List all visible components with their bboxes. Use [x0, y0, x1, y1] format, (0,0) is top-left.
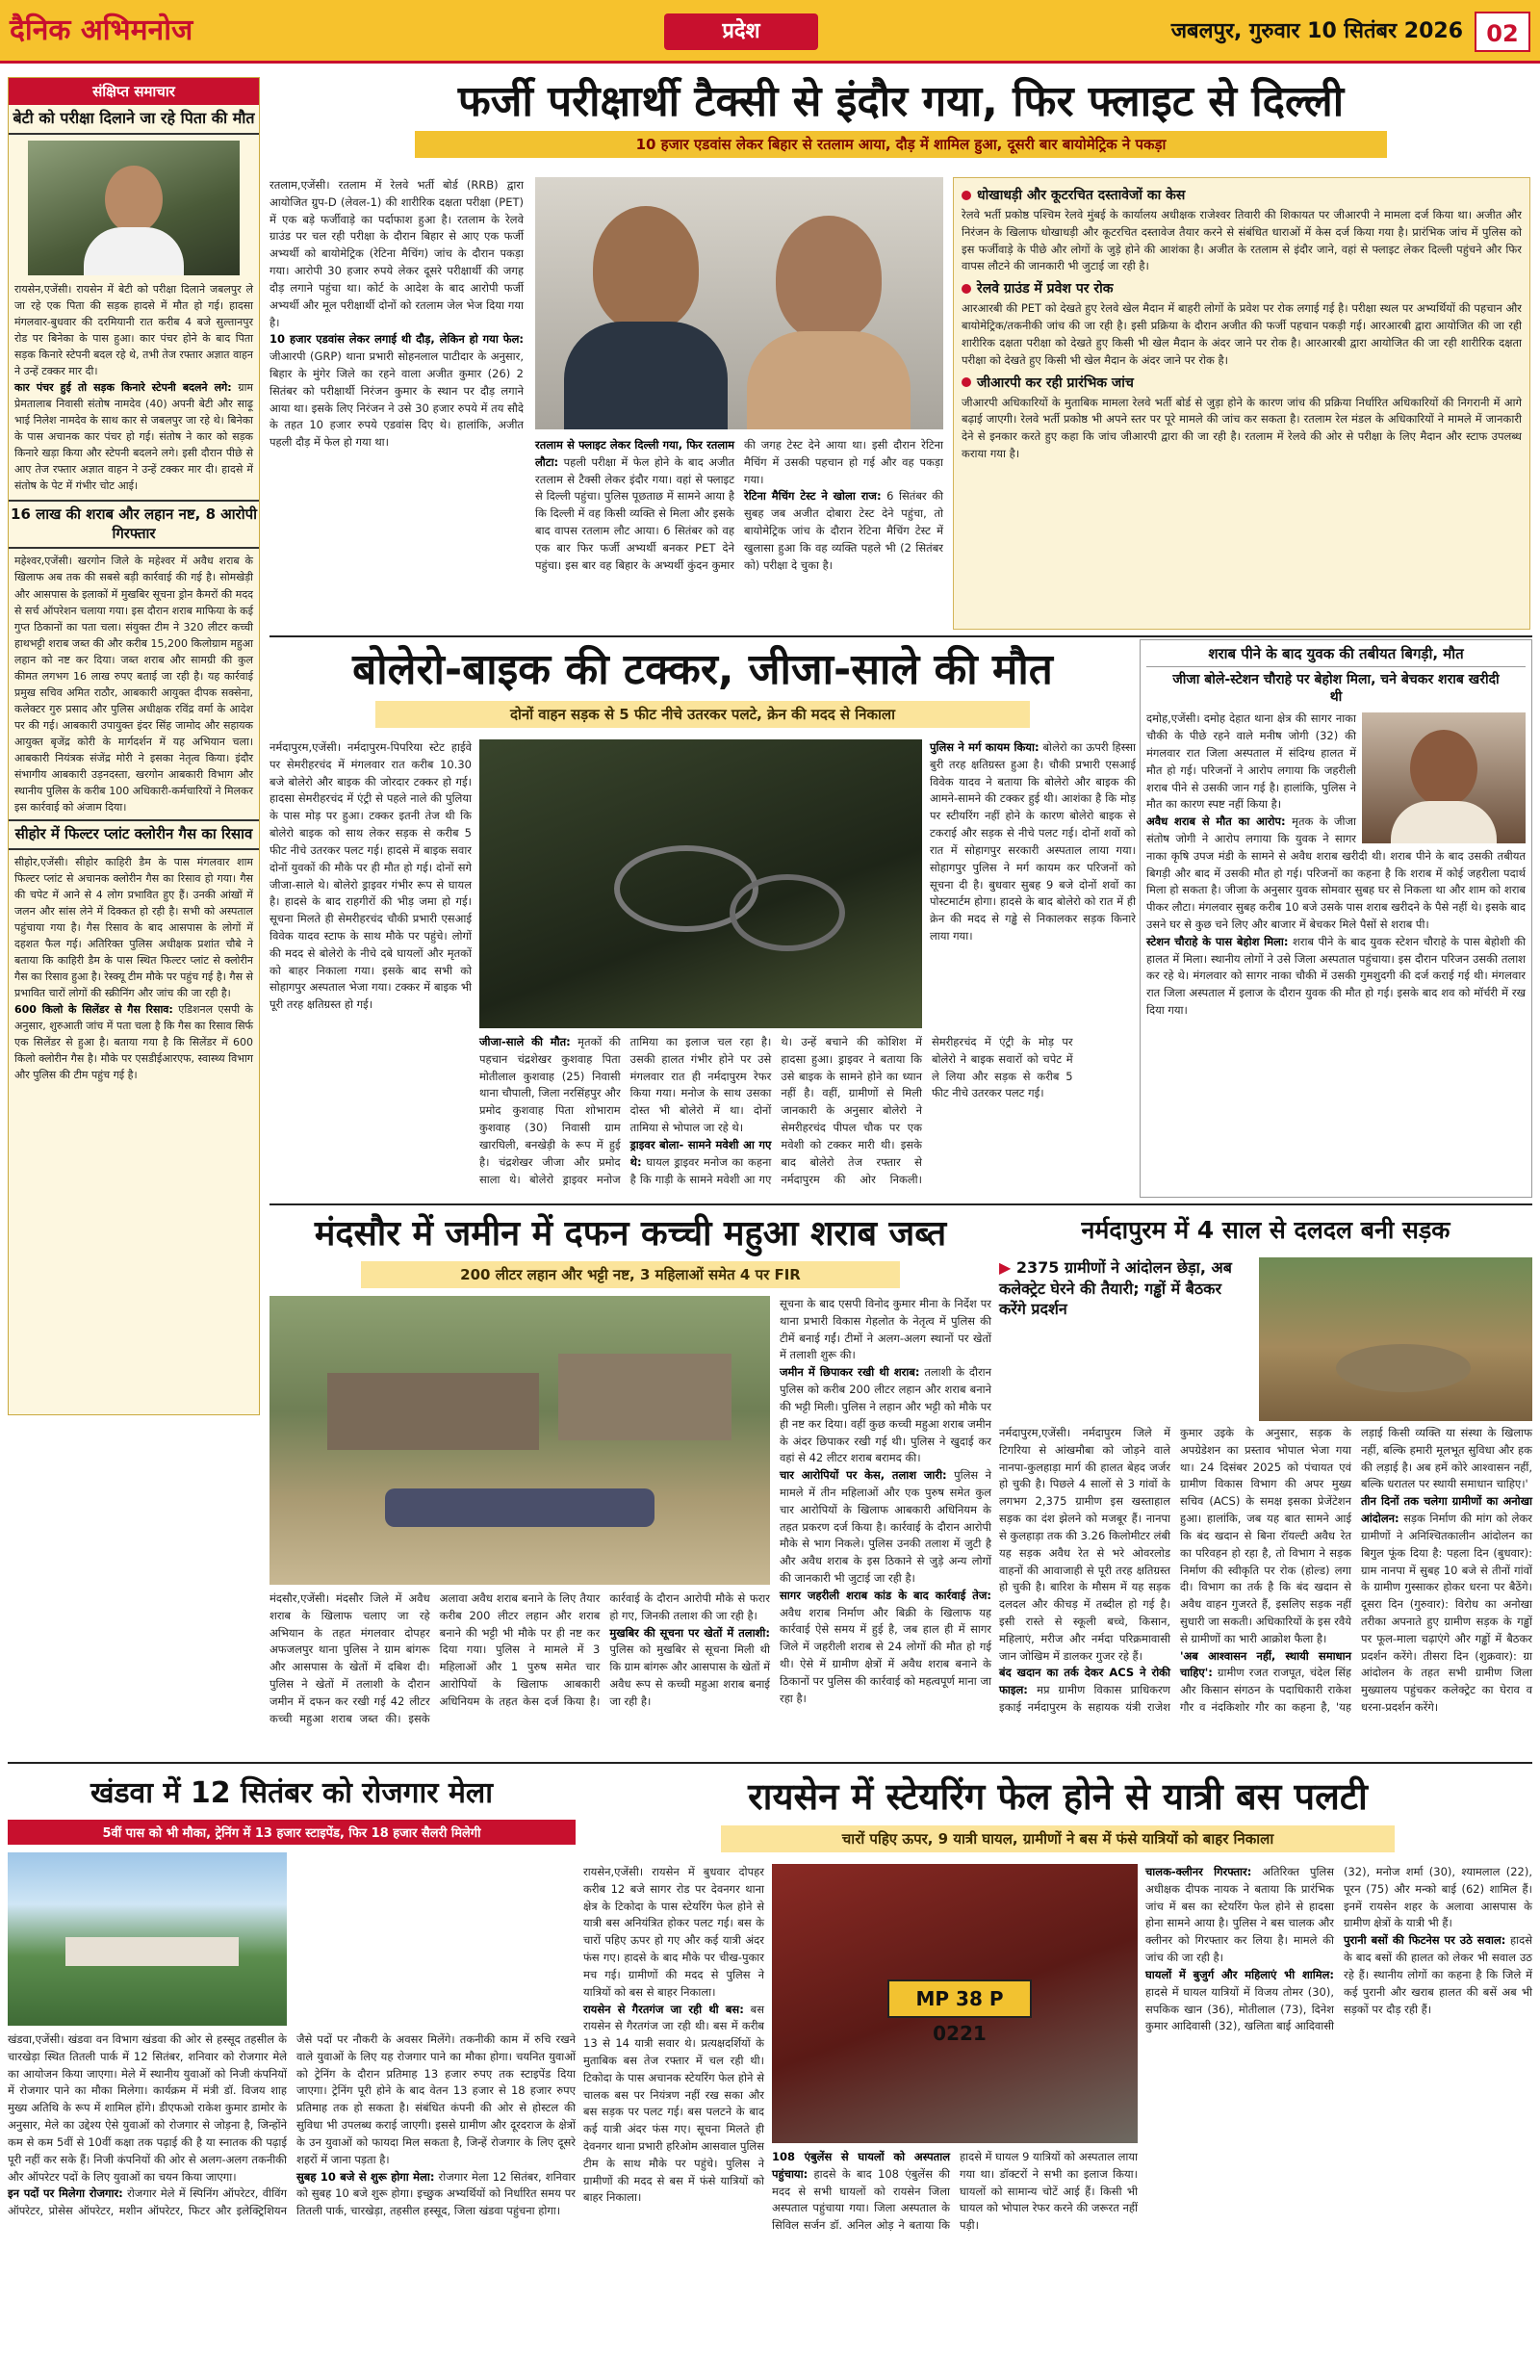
article-khandwa-job-fair: [8, 1768, 576, 2374]
liquor-death-subhead-1: अवैध शराब से मौत का आरोप:: [1146, 815, 1286, 829]
divider: [8, 1762, 1532, 1764]
exam-fraud-col-2: रतलाम से फ्लाइट लेकर दिल्ली गया, फिर रतलाम लौटा: पहली परीक्षा में फेल होने के बाद अजीत रतलाम से टैक्सी लेकर इंदौर गया। वहां से फ्लाइट से दिल्ली पहुंचा। पुलिस पूछताछ में सामने आया है कि दिल्ली में वह किसी व्यक्ति से मिला और इसके बाद वापस रतलाम लौट आया। 6 सितंबर को वह एक बार फिर फर्जी अभ्यर्थी बनकर PET देने पहुंचा। इस बार वह बिहार के अभ्यर्थी कुंदन कुमार की जगह टेस्ट देने आया था। इसी दौरान रेटिना मैचिंग में उसकी पहचान हो गई और वह पकड़ा गया। रेटिना मैचिंग टेस्ट ने खोला राज: 6 सितंबर की सुबह जब अजीत दोबारा टेस्ट देने पहुंचा, तो बायोमेट्रिक जांच के दौरान रेटिना मैचिंग टेस्ट में खुलासा हुआ कि वह व्यक्ति पहले भी (2 सितंबर को) परीक्षा दे चुका है।: [535, 438, 944, 572]
brief-3-body: सीहोर,एजेंसी। सीहोर काहिरी डैम के पास मंगलवार शाम फिल्टर प्लांट से अचानक क्लोरीन गैस का रिसाव हो गया। गैस की चपेट में आने से 4 लोग प्रभावित हुए हैं। उनकी आंखों में जलन और सांस लेने में दिक्कत हो रही है। सभी को अस्पताल पहुंचाया गया है। गैस रिसाव के बाद आसपास के लोगों में दहशत फैल गई। अतिरिक्त पुलिस अधीक्षक प्रशांत चौबे ने बताया कि काहिरी डैम के पास स्थित फिल्टर प्लांट से क्लोरीन गैस का रिसाव हुआ है। रेस्क्यू टीम मौके पर पहुंच गई है। गैस से प्रभावित चारों लोगों की स्क्रीनिंग और जांच की जा रही है।: [14, 855, 253, 1000]
mandsaur-col-right: सूचना के बाद एसपी विनोद कुमार मीना के निर्देश पर थाना प्रभारी विकास गेहलोत के नेतृत्व में पुलिस की टीमें बनाई गईं। टीमों ने अलग-अलग स्थानों पर खेतों में तलाशी शुरू की। जमीन में छिपाकर रखी थी शराब: तलाशी के दौरान पुलिस को करीब 200 लीटर लहान और शराब बनाने की भट्टी मिली। पुलिस ने लहान और भट्टी को मौके पर ही नष्ट कर दिया। वहीं कुछ कच्ची महुआ शराब जमीन के अंदर छिपाकर रखी गई थी। पुलिस ने खुदाई कर वहां से 42 लीटर शराब बरामद की। चार आरोपियों पर केस, तलाश जारी: पुलिस ने मामले में तीन महिलाओं और एक पुरुष समेत कुल चार आरोपियों के खिलाफ आबकारी अधिनियम के तहत प्रकरण दर्ज किया है। कार्रवाई के दौरान आरोपी मौके से भाग निकले। पुलिस उनकी तलाश में जुटी है और अवैध शराब के इस ठिकाने से जुड़े अन्य लोगों की जानकारी भी जुटाई जा रही है। सागर जहरीली शराब कांड के बाद कार्रवाई तेज: अवैध शराब निर्माण और बिक्री के खिलाफ यह कार्रवाई ऐसे समय में हुई है, जब हाल ही में सागर जिले में जहरीली शराब से 24 लोगों की मौत हो गई थी। ऐसे में ग्रामीण क्षेत्रों में अवैध शराब बनाने के ठिकानों पर पुलिस की कार्रवाई को महत्वपूर्ण माना जा रहा है।: [780, 1297, 992, 1705]
article-raisen-bus: [583, 1768, 1532, 2374]
exam-fraud-col-1: रतलाम,एजेंसी। रतलाम में रेलवे भर्ती बोर्ड (RRB) द्वारा आयोजित ग्रुप-D (लेवल-1) की शारीरिक दक्षता परीक्षा (PET) में एक बड़े फर्जीवाड़े का पर्दाफाश हुआ है। रतलाम के रेलवे ग्राउंड पर चल रही परीक्षा के दौरान बिहार से आए एक फर्जी अभ्यर्थी को बायोमेट्रिक (रेटिना मैचिंग) जांच के दौरान पकड़ा गया। आरोपी 30 हजार रुपये लेकर दूसरे परीक्षार्थी की जगह दौड़ लगाने पहुंचा था। कोर्ट के आदेश के बाद आरोपी फर्जी अभ्यर्थी और मूल परीक्षार्थी दोनों को रतलाम जेल भेज दिया गया है। 10 हजार एडवांस लेकर लगाई थी दौड़, लेकिन हो गया फेल: जीआरपी (GRP) थाना प्रभारी सोहनलाल पाटीदार के अनुसार, बिहार के मुंगेर जिले का रहने वाला अजीत कुमार (26) 2 सितंबर को परीक्षार्थी निरंजन कुमार के स्थान पर दौड़ लगाने आया था। इसके लिए निरंजन ने उसे 30 हजार रुपये में तय सौदे के तहत 10 हजार रुपये एडवांस दिए थे। हालांकि, अजीत पहली दौड़ में फेल हो गया था।: [270, 178, 524, 450]
bolero-col-1: नर्मदापुरम,एजेंसी। नर्मदापुरम-पिपरिया स्टेट हाईवे पर सेमरीहरचंद में मंगलवार रात करीब 10.30 बजे बोलेरो और बाइक की जोरदार टक्कर हो गई। हादसा सेमरीहरचंद में एंट्री से पहले नाले की पुलिया के पास मोड़ पर हुआ। टक्कर इतनी तेज थी कि बोलेरो बाइक को साथ लेकर सड़क से करीब 5 फीट नीचे उतरकर पलट गई। हादसे में बाइक सवार दोनों युवकों की मौके पर ही मौत हो गई। दोनों सगे जीजा-साले थे। बोलेरो ड्राइवर गंभीर रूप से घायल है। हादसे के बाद राहगीरों की भीड़ जमा हो गई। सूचना मिलते ही सेमरीहरचंद चौकी प्रभारी एसआई विवेक यादव स्टाफ के साथ मौके पर पहुंचे। लोगों की मदद से बोलेरो के नीचे दबे घायलों और मृतकों को बाहर निकाला गया। इसके बाद सभी को सोहागपुर अस्पताल भेजा गया। टक्कर में बाइक भी पूरी तरह क्षतिग्रस्त हो गई।: [270, 740, 472, 1012]
box-body-2: आरआरबी की PET को देखते हुए रेलवे खेल मैदान में बाहरी लोगों के प्रवेश पर रोक लगाई गई है। परीक्षा स्थल पर अभ्यर्थियों की पहचान और बायोमेट्रिक/तकनीकी जांच की जा रही है। इसी प्रक्रिया के दौरान अजीत की फर्जी पहचान पकड़ी गई। आरआरबी द्वारा आयोजित की जा रही शारीरिक दक्षता परीक्षा को देखते हुए किसी भी खेल मैदान के अंदर जाने पर रोक है। आरआरबी द्वारा आयोजित की जा रही शारीरिक दक्षता परीक्षा को देखते हुए किसी भी खेल मैदान के अंदर जाने पर रोक है।: [962, 301, 1522, 367]
box-heading-2: रेलवे ग्राउंड में प्रवेश पर रोक: [977, 281, 1114, 298]
brief-3-headline: सीहोर में फिल्टर प्लांट क्लोरीन गैस का रिसाव: [9, 819, 259, 850]
mandsaur-col-low: मंदसौर,एजेंसी। मंदसौर जिले में अवैध शराब के खिलाफ चलाए जा रहे अभियान के तहत मंगलवार दोपहर अफजलपुर थाना पुलिस ने ग्राम बांगरू और आसपास के खेतों में दबिश दी। पुलिस ने खेतों में तलाशी के दौरान जमीन में दफन कर रखी गई 42 लीटर कच्ची महुआ शराब जब्त की। इसके अलावा अवैध शराब बनाने के लिए तैयार करीब 200 लीटर लहान और शराब बनाने की भट्टी भी मौके पर ही नष्ट कर दिया गया। पुलिस ने मामले में 3 महिलाओं और 1 पुरुष समेत चार आरोपियों के खिलाफ आबकारी अधिनियम के तहत केस दर्ज किया है। कार्रवाई के दौरान आरोपी मौके से फरार हो गए, जिनकी तलाश की जा रही है। मुखबिर की सूचना पर खेतों में तलाशी: पुलिस को मुखबिर से सूचना मिली थी कि ग्राम बांगरू और आसपास के खेतों में अवैध रूप से कच्ची महुआ शराब बनाई जा रही है।: [270, 1591, 770, 1725]
bus-subhead: चारों पहिए ऊपर, 9 यात्री घायल, ग्रामीणों ने बस में फंसे यात्रियों को बाहर निकाला: [721, 1825, 1395, 1852]
brief-1-body: रायसेन,एजेंसी। रायसेन में बेटी को परीक्षा दिलाने जबलपुर ले जा रहे एक पिता की सड़क हादसे में मौत हो गई। हादसा मंगलवार-बुधवार की दरमियानी रात करीब 4 बजे सुल्तानपुर रोड पर बिनेका के पास हुआ। कार पंचर होने के बाद पिता सड़क किनारे स्टेपनी बदल रहे थे, तभी तेज रफ्तार अज्ञात वाहन ने उन्हें टक्कर मार दी।: [14, 282, 253, 378]
bullet-icon: [962, 284, 971, 294]
job-fair-photo: [8, 1852, 287, 2026]
bus-photo: [772, 1864, 1138, 2143]
brief-1-subhead: कार पंचर हुई तो सड़क किनारे स्टेपनी बदलने लगे:: [14, 381, 232, 395]
masthead: [0, 0, 1540, 64]
bolero-col-3: पुलिस ने मर्ग कायम किया: बोलेरो का ऊपरी हिस्सा बुरी तरह क्षतिग्रस्त हुआ है। चौकी प्रभारी एसआई विवेक यादव ने बताया कि बोलेरो और बाइक की आमने-सामने की टक्कर हुई थी। आशंका है कि मोड़ पर स्टीयरिंग नहीं होने के कारण बोलेरो बाइक से टकराई और सड़क से नीचे पलट गई। दोनों शवों को रात में सोहागपुर सरकारी अस्पताल लाया गया। सोहागपुर पुलिस ने मर्ग कायम कर परिजनों को सूचना दी है। बुधवार सुबह 9 बजे दोनों शवों का पोस्टमार्टम होगा। हादसे के बाद बोलेरो को रात में ही क्रेन की मदद से गड्ढे से निकालकर सड़क किनारे लाया गया।: [930, 740, 1136, 943]
bus-number-plate: MP 38 P 0221: [887, 1979, 1032, 2018]
logo: दैनिक अभिमनोज: [10, 13, 193, 47]
section-label: प्रदेश: [664, 13, 818, 50]
bus-col-1: रायसेन,एजेंसी। रायसेन में बुधवार दोपहर करीब 12 बजे सागर रोड पर देवनगर थाना क्षेत्र के टिकोदा के पास स्टेयरिंग फेल होने से यात्री बस अनियंत्रित होकर पलट गई। बस के चारों पहिए ऊपर हो गए और कई यात्री अंदर फंस गए। हादसे के बाद मौके पर चीख-पुकार मच गई। ग्रामीणों की मदद से पुलिस ने यात्रियों को बस से बाहर निकाला। रायसेन से गैरतगंज जा रही थी बस: बस रायसेन से गैरतगंज जा रही थी। बस में करीब 13 से 14 यात्री सवार थे। प्रत्यक्षदर्शियों के मुताबिक बस तेज रफ्तार में चल रही थी। टिकोदा के पास अचानक स्टेयरिंग फेल होने से चालक बस पर नियंत्रण नहीं रख सका और बस सड़क पर पलट गई। बस पलटने के बाद कई यात्री अंदर फंस गए। सूचना मिलते ही देवनगर थाना प्रभारी हरिओम आसवाल पुलिस टीम के साथ मौके पर पहुंचे। पुलिस ने ग्रामीणों की मदद से बस में फंसे यात्रियों को बाहर निकाला।: [583, 1865, 764, 2205]
arrow-icon: ▶: [999, 1258, 1012, 1277]
divider: [270, 1203, 1532, 1205]
dateline: जबलपुर, गुरुवार 10 सितंबर 2026: [1170, 19, 1463, 43]
job-fair-headline: खंडवा में 12 सितंबर को रोजगार मेला: [90, 1776, 494, 1810]
sidebar-title: संक्षिप्त समाचार: [9, 78, 259, 105]
bolero-col-2: जीजा-साले की मौत: मृतकों की पहचान चंद्रशेखर कुशवाह पिता मोतीलाल कुशवाह (25) निवासी थाना चौपाली, जिला नरसिंहपुर और प्रमोद कुशवाह पिता शोभाराम कुशवाह (30) निवासी ग्राम खारघिली, बनखेड़ी के रूप में हुई है। चंद्रशेखर जीजा और प्रमोद साला थे। बोलेरो ड्राइवर मनोज तामिया का इलाज चल रहा है। उसकी हालत गंभीर होने पर उसे मंगलवार रात ही नर्मदापुरम रेफर किया गया। मनोज के साथ उसका दोस्त भी बोलेरो में था। दोनों तामिया से भोपाल जा रहे थे। ड्राइवर बोला- सामने मवेशी आ गए थे: घायल ड्राइवर मनोज का कहना है कि गाड़ी के सामने मवेशी आ गए थे। उन्हें बचाने की कोशिश में हादसा हुआ। ड्राइवर ने बताया कि उसे बाइक के सामने होने का ध्यान नहीं है। वहीं, ग्रामीणों से मिली जानकारी के अनुसार बोलेरो ने सेमरीहरचंद पीपल चौक पर एक मवेशी को टक्कर मारी थी। इसके बाद बोलेरो तेज रफ्तार से नर्मदापुरम की ओर निकली। सेमरीहरचंद में एंट्री के मोड़ पर बोलेरो ने बाइक सवारों को चपेट में ले लिया और सड़क से करीब 5 फीट नीचे उतरकर पलट गई।: [479, 1035, 1073, 1186]
liquor-death-headline: शराब पीने के बाद युवक की तबीयत बिगड़ी, मौत: [1146, 646, 1526, 667]
brief-1-photo: [28, 141, 240, 275]
brief-3-subhead: 600 किलो के सिलेंडर से गैस रिसाव:: [14, 1003, 173, 1017]
exam-fraud-subhead: 10 हजार एडवांस लेकर बिहार से रतलाम आया, दौड़ में शामिल हुआ, दूसरी बार बायोमेट्रिक ने पकड़ा: [415, 131, 1387, 158]
bolero-subhead: दोनों वाहन सड़क से 5 फीट नीचे उतरकर पलटे, क्रेन की मदद से निकाला: [375, 701, 1030, 728]
brief-2-body: महेश्वर,एजेंसी। खरगोन जिले के महेश्वर में अवैध शराब के खिलाफ अब तक की सबसे बड़ी कार्रवाई की गई है। सोमखेड़ी और आसपास के इलाकों में मुखबिर सूचना ड्रोन कैमरों की मदद से सर्च ऑपरेशन चलाया गया। इस दौरान शराब माफिया के कई गुप्त ठिकानों का पता चला। संयुक्त टीम ने 320 लीटर कच्ची हाथभट्टी शराब जब्त की और करीब 15,200 किलोग्राम महुआ लहान को नष्ट कर दिया। जब्त शराब और सामग्री की कुल कीमत लगभग 16 लाख रुपए बताई जा रही है। यह कार्रवाई प्रमुख सचिव अमित राठौर, आबकारी आयुक्त दीपक सक्सेना, कलेक्टर गुरु प्रसाद और पुलिस अधीक्षक रविंद्र वर्मा के आदेश पर की गई। आबकारी उपायुक्त इंदर सिंह जामोद और सहायक आयुक्त बृजेंद्र कोरी के मार्गदर्शन में यह अभियान चला। आबकारी नियंत्रक संजेंद्र मोरी ने इसका नेतृत्व किया। इंदौर संभागीय आबकारी उड़नदस्ता, खरगोन आबकारी विभाग और स्थानीय पुलिस के करीब 100 अधिकारी-कर्मचारियों ने मिलकर इस कार्रवाई को अंजाम दिया।: [14, 555, 253, 815]
bullet-icon: [962, 377, 971, 387]
box-body-1: रेलवे भर्ती प्रकोष्ठ पश्चिम रेलवे मुंबई के कार्यालय अधीक्षक राजेश्वर तिवारी की शिकायत पर जीआरपी ने मामला दर्ज किया था। अजीत और निरंजन के खिलाफ धोखाधड़ी और कूटरचित दस्तावेज तैयार करने से संबंधित धाराओं में केस दर्ज किया गया है। प्रारंभिक जांच में पुलिस को इस फर्जीवाड़े के पीछे और लोगों के जुड़े होने की आशंका है। अजीत के रतलाम से इंदौर जाने, वहां से फ्लाइट लेकर दिल्ली पहुंचने और फिर वापस लौटने की जानकारी भी जुटाई जा रही है।: [962, 208, 1522, 273]
road-photo: [1259, 1257, 1532, 1421]
liquor-death-body-2: मृतक के जीजा संतोष जोगी ने आरोप लगाया कि युवक ने सागर नाका कृषि उपज मंडी के सामने से अवैध शराब खरीदी थी। शराब पीने के बाद उसकी तबीयत बिगड़ी और बाद में उसकी मौत हो गई। परिजनों का कहना है कि शराब में कोई जहरीला पदार्थ मिला हो सकता है। जीजा के अनुसार युवक सोमवार सुबह घर से निकला था और शाम को शराब पीकर लौटा। मंगलवार सुबह करीब 10 बजे उसके पास शराब खरीदने के पैसे नहीं थे। इसके बाद उसने घर से कुछ चने लिए और बाजार में बेचकर मिले पैसों से शराब पी।: [1146, 815, 1526, 932]
brief-1-body-2: ग्राम प्रेमतालाब निवासी संतोष नामदेव (40) अपनी बेटी और साढ़ू भाई निलेश नामदेव के साथ कार से जबलपुर जा रहे थे। बिनेका के पास अचानक कार पंचर हो गई। संतोष ने कार को सड़क किनारे खड़ा किया और स्टेपनी बदलने लगे। इसी दौरान पीछे से आए तेज रफ्तार अज्ञात वाहन ने उन्हें टक्कर मार दी। हादसे में संतोष के पेट में गंभीर चोट आई।: [14, 381, 253, 493]
road-subhead: ▶ 2375 ग्रामीणों ने आंदोलन छेड़ा, अब कलेक्ट्रेट घेरने की तैयारी; गड्ढों में बैठकर करेंगे प्रदर्शन: [999, 1258, 1232, 1319]
job-fair-body: खंडवा,एजेंसी। खंडवा वन विभाग खंडवा की ओर से हस्सूद तहसील के चारखेड़ा स्थित तितली पार्क में 12 सितंबर, शनिवार को रोजगार मेले का आयोजन किया जाएगा। मेले में स्थानीय युवाओं को निजी कंपनियों में रोजगार पाने का मौका मिलेगा। कार्यक्रम में मंत्री डॉ. विजय शाह मुख्य अतिथि के रूप में शामिल होंगे। डीएफओ राकेश कुमार डामोर के अनुसार, मेले का उद्देश्य ऐसे युवाओं को रोजगार से जोड़ना है, जिन्होंने कम से कम 5वीं से 10वीं कक्षा तक पढ़ाई की है या स्नातक की पढ़ाई पूरी नहीं कर सके हैं। निजी कंपनियों की ओर से अलग-अलग तकनीकी और ऑपरेटर पदों के लिए युवाओं का चयन किया जाएगा। इन पदों पर मिलेगा रोजगार: रोजगार मेले में स्पिनिंग ऑपरेटर, वीविंग ऑपरेटर, प्रोसेस ऑपरेटर, मशीन ऑपरेटर, फिटर और इलेक्ट्रिशियन जैसे पदों पर नौकरी के अवसर मिलेंगे। तकनीकी काम में रुचि रखने वाले युवाओं के लिए यह रोजगार पाने का मौका होगा। चयनित युवाओं को ट्रेनिंग के दौरान प्रतिमाह 13 हजार रुपए तक स्टाइपेंड दिया जाएगा। ट्रेनिंग पूरी होने के बाद वेतन 13 हजार से 18 हजार रुपए प्रतिमाह तक हो सकता है। संबंधित कंपनी की ओर से होस्टल की सुविधा भी उपलब्ध कराई जाएगी। इससे ग्रामीण और दूरदराज के क्षेत्रों के उन युवाओं को फायदा मिल सकता है, जिन्हें रोजगार के लिए दूसरे शहरों में जाना पड़ता है। सुबह 10 बजे से शुरू होगा मेला: रोजगार मेला 12 सितंबर, शनिवार को सुबह 10 बजे शुरू होगा। इच्छुक अभ्यर्थियों को निर्धारित समय पर तितली पार्क, चारखेड़ा, तहसील हस्सूद, जिला खंडवा पहुंचना होगा।: [8, 2032, 577, 2218]
box-heading-3: जीआरपी कर रही प्रारंभिक जांच: [977, 375, 1134, 391]
bus-col-3: चालक-क्लीनर गिरफ्तार: अतिरिक्त पुलिस अधीक्षक दीपक नायक ने बताया कि प्रारंभिक जांच में बस का स्टेयरिंग फेल होने से हादसा होना सामने आया है। पुलिस ने बस चालक और क्लीनर को गिरफ्तार कर लिया है। मामले की जांच की जा रही है। घायलों में बुजुर्ग और महिलाएं भी शामिल: हादसे में घायल यात्रियों में विजय तोमर (30), सपकिक खान (36), मोतीलाल (73), दिनेश कुमार आदिवासी (32), खलिता बाई आदिवासी (32), मनोज शर्मा (30), श्यामलाल (22), पूरन (75) और मन्को बाई (62) शामिल हैं। इनमें रायसेन शहर के अलावा आसपास के ग्रामीण क्षेत्रों के यात्री भी हैं। पुरानी बसों की फिटनेस पर उठे सवाल: हादसे के बाद बसों की हालत को लेकर भी सवाल उठ रहे हैं। स्थानीय लोगों का कहना है कि जिले में कई पुरानी और खराब हालत की बसें अब भी सड़कों पर दौड़ रही हैं।: [1145, 1865, 1532, 2033]
liquor-death-subhead: जीजा बोले-स्टेशन चौराहे पर बेहोश मिला, चने बेचकर शराब खरीदी थी: [1172, 671, 1500, 706]
liquor-death-photo: [1362, 712, 1526, 843]
liquor-death-body: दमोह,एजेंसी। दमोह देहात थाना क्षेत्र की सागर नाका चौकी के पीछे रहने वाले मनीष जोगी (32) की मंगलवार रात जिला अस्पताल में संदिग्ध हालत में मौत हो गई। परिजनों ने आरोप लगाया कि जहरीली शराब पीने से उसकी जान गई है। हालांकि, पुलिस ने मौत का कारण स्पष्ट नहीं किया है।: [1146, 711, 1356, 812]
news-brief-sidebar: [8, 77, 260, 1415]
mandsaur-photo: [270, 1296, 770, 1585]
divider: [270, 635, 1532, 637]
liquor-death-body-3: शराब पीने के बाद युवक स्टेशन चौराहे के पास बेहोशी की हालत में मिला। स्थानीय लोगों ने उसे जिला अस्पताल पहुंचाया। इस दौरान परिजन उसकी तलाश कर रहे थे। मंगलवार को सागर नाका चौकी में उसकी गुमशुदगी की दर्ज कराई गई थी। मंगलवार रात जिला अस्पताल में इलाज के दौरान युवक की मौत हो गई। इसके बाद शव को मॉर्चरी में रख दिया गया।: [1146, 934, 1526, 1018]
article-exam-fraud: [270, 73, 1532, 632]
bullet-icon: [962, 191, 971, 200]
mandsaur-headline: मंदसौर में जमीन में दफन कच्ची महुआ शराब जब्त: [314, 1214, 947, 1254]
brief-1-headline: बेटी को परीक्षा दिलाने जा रहे पिता की मौत: [9, 105, 259, 135]
article-liquor-death: [1140, 639, 1532, 1198]
bolero-photo: [479, 739, 922, 1028]
article-mandsaur-liquor: [270, 1207, 991, 1756]
bus-headline: रायसेन में स्टेयरिंग फेल होने से यात्री बस पलटी: [748, 1775, 1368, 1818]
exam-fraud-photo: [535, 177, 943, 429]
mandsaur-subhead: 200 लीटर लहान और भट्टी नष्ट, 3 महिलाओं समेत 4 पर FIR: [361, 1261, 900, 1288]
brief-3-body-2: एडिशनल एसपी के अनुसार, शुरुआती जांच में पता चला है कि गैस का रिसाव सिर्फ एक सिलेंडर से हुआ है। बताया गया है कि सिलेंडर में 600 किलो क्लोरीन गैस है। मौके पर एसडीईआरएफ, स्वास्थ्य विभाग और पुलिस की टीम पहुंच गई है।: [14, 1003, 253, 1082]
road-body: नर्मदापुरम,एजेंसी। नर्मदापुरम जिले में टिगरिया से आंखमौबा को जोड़ने वाले नानपा-कुलहाड़ा मार्ग की हालत बेहद जर्जर हो चुकी है। पिछले 4 सालों से 3 गांवों के लगभग 2,375 ग्रामीण इस खस्ताहाल सड़क का दंश झेलने को मजबूर हैं। नानपा से कुलहाड़ा तक की 3.26 किलोमीटर लंबी यह सड़क अवैध रेत से भरे ओवरलोड वाहनों की आवाजाही से पूरी तरह क्षतिग्रस्त हो चुकी है। बारिश के मौसम में यह सड़क दलदल और कीचड़ में तब्दील हो गई है। इसी रास्ते से स्कूली बच्चे, किसान, महिलाएं, मरीज और नर्मदा परिक्रमावासी जान जोखिम में डालकर गुजर रहे हैं। बंद खदान का तर्क देकर ACS ने रोकी फाइल: मप्र ग्रामीण विकास प्राधिकरण इकाई नर्मदापुरम के सहायक यंत्री राजेश कुमार उइके के अनुसार, सड़क के अपग्रेडेशन का प्रस्ताव भोपाल भेजा गया था। 24 दिसंबर 2025 को पंचायत एवं ग्रामीण विकास विभाग की अपर मुख्य सचिव (ACS) के समक्ष इसका प्रेजेंटेशन हुआ। हालांकि, जब यह बात सामने आई कि बंद खदान से बिना रॉयल्टी अवैध रेत का परिवहन हो रहा है, तो विभाग ने सड़क निर्माण की स्वीकृति पर रोक (होल्ड) लगा दी। विभाग का तर्क है कि बंद खदान से अवैध वाहन गुजरते हैं, इसलिए सड़क नहीं सुधारी जा सकती। अधिकारियों के इस रवैये से ग्रामीणों का भारी आक्रोश फैला है। 'अब आश्वासन नहीं, स्थायी समाधान चाहिए': ग्रामीण रजत राजपूत, चंदेल सिंह और किसान संगठन के पदाधिकारी राकेश गौर व नंदकिशोर गौर का कहना है, 'यह लड़ाई किसी व्यक्ति या संस्था के खिलाफ नहीं, बल्कि हमारी मूलभूत सुविधा और हक की लड़ाई है। अब हमें कोरे आश्वासन नहीं, बल्कि धरातल पर स्थायी समाधान चाहिए।' तीन दिनों तक चलेगा ग्रामीणों का अनोखा आंदोलन: सड़क निर्माण की मांग को लेकर ग्रामीणों ने अनिश्चितकालीन आंदोलन का बिगुल फूंक दिया है: पहला दिन (बुधवार): ग्राम नानपा में सुबह 10 बजे से तीनों गांवों के ग्रामीण गुस्साकर होकर धरना पर बैठेंगे। दूसरा दिन (गुरुवार): विरोध का अनोखा तरीका अपनाते हुए ग्रामीण सड़क के गड्ढों पर फूल-माला चढ़ाएंगे और गड्ढों में बैठकर प्रदर्शन करेंगे। तीसरा दिन (शुक्रवार): ग्रा आंदोलन के तहत सभी ग्रामीण जिला मुख्यालय पहुंचकर कलेक्ट्रेट का घेराव व धरना-प्रदर्शन करेंगे।: [999, 1426, 1532, 1714]
page-number: 02: [1475, 12, 1530, 52]
bolero-headline: बोलेरो-बाइक की टक्कर, जीजा-साले की मौत: [352, 645, 1053, 694]
article-bolero-accident: [270, 639, 1136, 1198]
box-heading-1: धोखाधड़ी और कूटरचित दस्तावेजों का केस: [977, 188, 1186, 203]
bus-col-2: 108 एंबुलेंस से घायलों को अस्पताल पहुंचाया: हादसे के बाद 108 एंबुलेंस की मदद से सभी घायलों को रायसेन जिला अस्पताल पहुंचाया गया। जिला अस्पताल के सिविल सर्जन डॉ. अनिल ओड़ ने बताया कि हादसे में घायल 9 यात्रियों को अस्पताल लाया गया था। डॉक्टरों ने सभी का इलाज किया। घायलों को सामान्य चोटें आई हैं। किसी भी घायल को भोपाल रेफर करने की जरूरत नहीं पड़ी।: [772, 2150, 1138, 2233]
brief-2-headline: 16 लाख की शराब और लहान नष्ट, 8 आरोपी गिरफ्तार: [9, 500, 259, 549]
box-body-3: जीआरपी अधिकारियों के मुताबिक मामला रेलवे भर्ती बोर्ड से जुड़ा होने के कारण जांच की प्रक्रिया निर्धारित अधिकारियों की निगरानी में आगे बढ़ाई जाएगी। रेलवे भर्ती प्रकोष्ठ भी अपने स्तर पर पूरे मामले की जांच कर सकता है। रतलाम रेल मंडल के अधिकारियों ने मामले में जानकारी देने से इनकार करते हुए कहा कि जांच जीआरपी द्वारा की जा रही है। रतलाम में रेलवे की ओर से परीक्षा के लिए मैदान और स्टाफ उपलब्ध कराया गया है।: [962, 395, 1522, 460]
article-narmadapuram-road: [999, 1207, 1532, 1756]
liquor-death-subhead-2: स्टेशन चौराहे के पास बेहोश मिला:: [1146, 934, 1289, 948]
road-headline: नर्मदापुरम में 4 साल से दलदल बनी सड़क: [1081, 1216, 1450, 1244]
exam-fraud-sidebox: [953, 177, 1530, 630]
exam-fraud-headline: फर्जी परीक्षार्थी टैक्सी से इंदौर गया, फिर फ्लाइट से दिल्ली: [457, 77, 1345, 126]
job-fair-subhead: 5वीं पास को भी मौका, ट्रेनिंग में 13 हजार स्टाइपेंड, फिर 18 हजार सैलरी मिलेगी: [8, 1820, 576, 1845]
